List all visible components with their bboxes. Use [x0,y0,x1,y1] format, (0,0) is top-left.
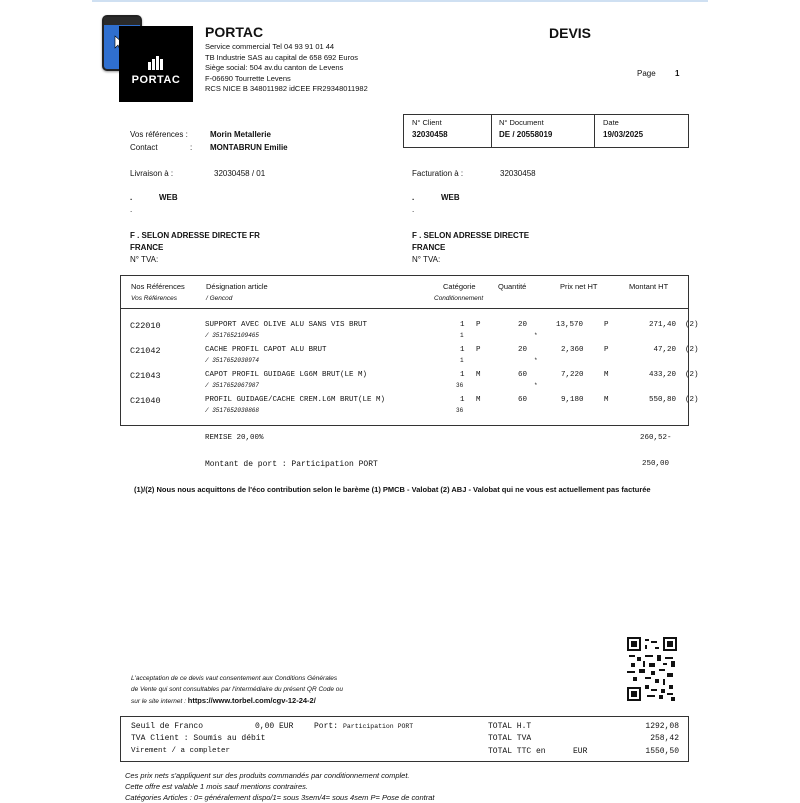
row-cond: 1 [460,332,464,339]
row-star: * [534,357,538,364]
row-designation: PROFIL GUIDAGE/CACHE CREM.L6M BRUT(LE M) [205,396,386,404]
row-price: 2,360 [561,346,584,354]
remise-value: 260,52- [640,434,672,442]
page-number: 1 [675,69,680,78]
header-conditionnement: Conditionnement [434,295,484,302]
page-label: Page [637,69,656,78]
remise-label: REMISE 20,00% [205,434,264,442]
contact-value: MONTABRUN Emilie [210,143,288,152]
row-price-unit: M [604,396,609,404]
franco-label: Seuil de Franco [131,722,204,731]
row-category: 1 [460,346,465,354]
row-unit: M [476,371,481,379]
header-refs: Nos Références [131,282,185,291]
cgv-line: de Vente qui sont consultables par l'intermédiaire du présent QR Code ou [131,686,344,693]
delivery-line: . [130,205,133,214]
logo-text: PORTAC [131,74,181,86]
row-qty: 60 [518,396,528,404]
header-price: Prix net HT [560,282,598,291]
total-ht-label: TOTAL H.T [488,722,532,731]
billing-label: Facturation à : [412,169,464,178]
port-total-label: Port: [314,722,339,731]
header-gencod: / Gencod [206,295,233,302]
company-line: F-06690 Tourrette Levens [205,73,291,83]
row-note: (2) [685,346,699,354]
header-quantity: Quantité [498,282,527,291]
row-ref: C21042 [130,346,161,356]
table-header [120,275,689,309]
row-gencod: / 3517652030974 [205,357,260,364]
cgv-text [131,673,343,707]
company-line: Siège social: 504 av.du canton de Levens [205,63,344,72]
row-gencod: / 3517652067987 [205,382,260,389]
row-star: * [534,332,538,339]
billing-line: WEB [441,193,460,202]
eco-contribution-note: (1)/(2) Nous nous acquittons de l'éco contribution selon le barème (1) PMCB - Valobat (2) ABJ - Valobat qui ne vous est actuellement pas facturée [134,485,651,494]
billing-line: F . SELON ADRESSE DIRECTE [412,231,530,240]
footer-notes [125,770,434,803]
table-row [120,343,699,369]
company-logo [119,26,193,102]
row-ref: C21043 [130,371,161,381]
row-cond: 1 [460,357,464,364]
row-designation: CACHE PROFIL CAPOT ALU BRUT [205,346,327,354]
total-ht-value: 1292,08 [645,722,679,731]
row-price-unit: M [604,371,609,379]
row-cond: 36 [456,382,464,389]
row-price: 9,180 [561,396,584,404]
delivery-label: Livraison à : [130,169,174,178]
row-ref: C21040 [130,396,161,406]
company-info [205,42,368,95]
port-label: Montant de port : Participation PORT [205,460,378,469]
billing-line: . [412,205,415,214]
row-gencod: / 3517652109465 [205,332,260,339]
date-label: Date [603,118,619,127]
delivery-line: WEB [159,193,178,202]
refs-label: Vos références : [130,130,188,139]
document-info-box [403,114,689,148]
table-row [120,368,699,394]
row-note: (2) [685,396,699,404]
total-tva-value: 258,42 [650,734,679,743]
refs-value: Morin Metallerie [210,130,271,139]
row-ref: C22010 [130,321,161,331]
row-cond: 36 [456,407,464,414]
company-name: PORTAC [205,24,264,40]
delivery-value: 32030458 / 01 [214,169,266,178]
company-line: Service commercial Tel 04 93 91 01 44 [205,42,335,51]
row-price-unit: P [604,346,609,354]
contact-separator: : [190,143,193,152]
row-category: 1 [460,321,465,329]
row-price-unit: P [604,321,609,329]
row-price: 13,570 [556,321,584,329]
cgv-link[interactable]: https://www.torbel.com/cgv-12-24-2/ [187,696,316,705]
row-gencod: / 3517652030868 [205,407,260,414]
total-ttc-currency: EUR [573,747,588,756]
header-category: Catégorie [443,282,476,291]
row-unit: M [476,396,481,404]
row-amount: 550,80 [648,396,676,404]
footer-line: Ces prix nets s'appliquent sur des produits commandés par conditionnement complet. [125,771,410,780]
franco-value: 0,00 EUR [255,722,294,731]
company-line: RCS NICE B 348011982 idCEE FR29348011982 [205,84,368,93]
delivery-line-dot: . [130,193,133,202]
total-ttc-value: 1550,50 [645,747,679,756]
table-row [120,318,699,344]
header-amount: Montant HT [629,282,669,291]
logo-mark-icon [148,56,164,70]
document-number: DE / 20558019 [499,130,553,139]
header-designation: Désignation article [206,282,268,291]
billing-line-dot: . [412,193,415,202]
row-unit: P [476,321,481,329]
cgv-line: L'acceptation de ce devis vaut consentement aux Conditions Générales [131,675,338,682]
row-amount: 271,40 [648,321,676,329]
qr-code-icon[interactable] [627,637,677,701]
row-qty: 20 [518,321,528,329]
header-refs-2: Vos Références [131,295,178,302]
totals-box [120,716,689,762]
row-category: 1 [460,396,465,404]
row-star: * [534,382,538,389]
client-number: 32030458 [412,130,448,139]
port-total-value: Participation PORT [343,723,414,730]
payment-method: Virement / a completer [131,747,231,755]
client-number-label: N° Client [412,118,442,127]
total-ttc-label: TOTAL TTC en [488,747,546,756]
delivery-line: FRANCE [130,243,164,252]
delivery-line: N° TVA: [130,255,159,264]
total-tva-label: TOTAL TVA [488,734,532,743]
row-unit: P [476,346,481,354]
table-row [120,393,699,419]
row-price: 7,220 [561,371,584,379]
row-designation: SUPPORT AVEC OLIVE ALU SANS VIS BRUT [205,321,368,329]
port-value: 250,00 [642,460,670,468]
row-note: (2) [685,321,699,329]
row-amount: 47,20 [653,346,676,354]
row-designation: CAPOT PROFIL GUIDAGE LG6M BRUT(LE M) [205,371,368,379]
document-number-label: N° Document [499,118,544,127]
row-note: (2) [685,371,699,379]
billing-line: FRANCE [412,243,446,252]
tva-client: TVA Client : Soumis au débit [131,734,266,743]
billing-line: N° TVA: [412,255,441,264]
delivery-line: F . SELON ADRESSE DIRECTE FR [130,231,260,240]
cgv-line: sur le site internet : [131,698,186,705]
document-type: DEVIS [549,25,592,41]
contact-label: Contact [130,143,158,152]
footer-line: Cette offre est valable 1 mois sauf mentions contraires. [125,782,309,791]
billing-value: 32030458 [500,169,536,178]
row-amount: 433,20 [648,371,676,379]
footer-line: Catégories Articles : 0= généralement dispo/1= sous 3sem/4= sous 4sem P= Pose de contrat [125,793,435,802]
company-line: TB Industrie SAS au capital de 658 692 Euros [205,52,359,62]
row-qty: 20 [518,346,528,354]
row-category: 1 [460,371,465,379]
document-date: 19/03/2025 [603,130,644,139]
row-qty: 60 [518,371,528,379]
document-page [92,0,708,802]
